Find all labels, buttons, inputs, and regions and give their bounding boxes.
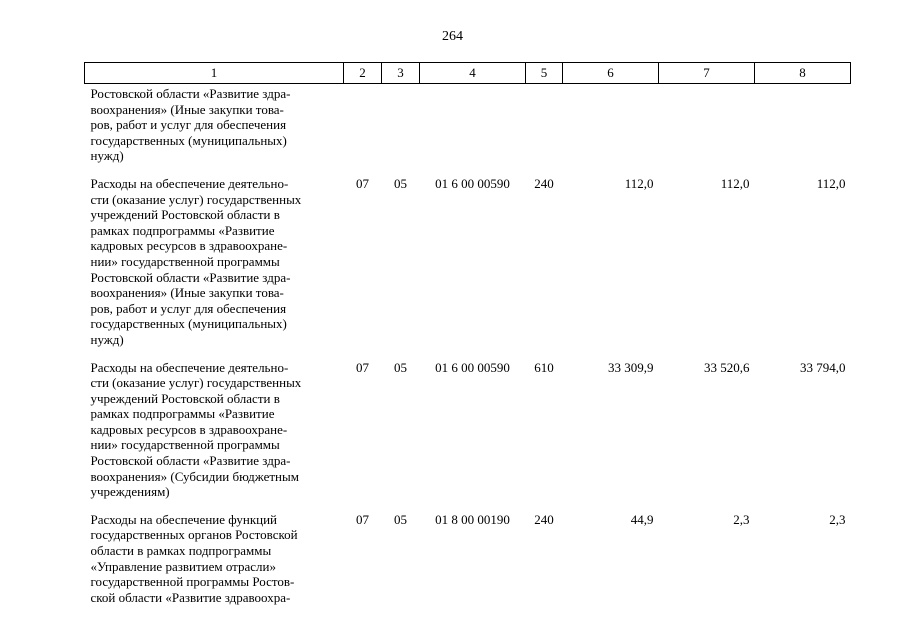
cell-c3: 05 bbox=[394, 511, 407, 527]
cell-c8: 2,3 bbox=[829, 511, 846, 527]
description-line: Расходы на обеспечение функций bbox=[90, 511, 278, 527]
col-header-1: 1 bbox=[85, 63, 344, 84]
description-line: учреждений Ростовской области в bbox=[90, 390, 280, 406]
description-line: рамках подпрограммы «Развитие bbox=[90, 222, 275, 238]
cell-c2: 07 bbox=[356, 511, 369, 527]
description-line: кадровых ресурсов в здравоохране- bbox=[90, 238, 288, 254]
description-line: ров, работ и услуг для обеспечения bbox=[90, 117, 287, 133]
budget-table bbox=[84, 62, 851, 615]
cell-c7 bbox=[659, 84, 755, 174]
header-row bbox=[85, 63, 851, 84]
description-line: учреждений Ростовской области в bbox=[90, 207, 280, 223]
description-line: ской области «Развитие здравоохра- bbox=[90, 589, 291, 605]
description-line: Расходы на обеспечение деятельно- bbox=[90, 175, 289, 191]
description-line: государственной программы Ростов- bbox=[90, 574, 295, 590]
cell-c5: 240 bbox=[534, 175, 554, 191]
description-line: сти (оказание услуг) государственных bbox=[90, 191, 302, 207]
description-line: нужд) bbox=[90, 331, 124, 347]
description-line: Расходы на обеспечение деятельно- bbox=[90, 359, 289, 375]
table-row bbox=[85, 84, 851, 174]
cell-c3: 05 bbox=[394, 175, 407, 191]
description-line: учреждениям) bbox=[90, 484, 170, 500]
description-line: государственных (муниципальных) bbox=[90, 132, 287, 148]
cell-c2 bbox=[344, 84, 382, 174]
cell-c7: 112,0 bbox=[720, 175, 750, 191]
description-line: государственных органов Ростовской bbox=[90, 527, 298, 543]
cell-c6 bbox=[563, 84, 659, 174]
description-line: государственных (муниципальных) bbox=[90, 316, 287, 332]
col-header-4: 4 bbox=[420, 63, 526, 84]
col-header-5: 5 bbox=[526, 63, 563, 84]
cell-c8: 33 794,0 bbox=[800, 359, 846, 375]
cell-c6: 44,9 bbox=[630, 511, 654, 527]
cell-c6: 112,0 bbox=[624, 175, 654, 191]
description-line: нужд) bbox=[90, 148, 124, 164]
cell-description bbox=[85, 358, 344, 510]
table-row bbox=[85, 510, 851, 616]
cell-description bbox=[85, 174, 344, 358]
cell-c4: 01 8 00 00190 bbox=[435, 511, 510, 527]
cell-c4 bbox=[420, 84, 526, 174]
cell-description bbox=[85, 84, 344, 174]
cell-c8 bbox=[755, 84, 851, 174]
description-line: кадровых ресурсов в здравоохране- bbox=[90, 421, 288, 437]
cell-c3: 05 bbox=[394, 359, 407, 375]
table-body bbox=[85, 84, 851, 616]
col-header-6: 6 bbox=[563, 63, 659, 84]
cell-c7: 33 520,6 bbox=[704, 359, 750, 375]
cell-c6: 33 309,9 bbox=[608, 359, 654, 375]
cell-c2: 07 bbox=[356, 359, 369, 375]
col-header-8: 8 bbox=[755, 63, 851, 84]
cell-c4: 01 6 00 00590 bbox=[435, 175, 510, 191]
description-line: воохранения» (Субсидии бюджетным bbox=[90, 468, 299, 484]
cell-c5 bbox=[526, 84, 563, 174]
description-line: воохранения» (Иные закупки това- bbox=[90, 285, 284, 301]
description-line: рамках подпрограммы «Развитие bbox=[90, 406, 275, 422]
cell-c5: 240 bbox=[534, 511, 554, 527]
description-line: воохранения» (Иные закупки това- bbox=[90, 101, 284, 117]
page-number: 264 bbox=[442, 29, 463, 44]
cell-c8: 112,0 bbox=[816, 175, 846, 191]
description-line: нии» государственной программы bbox=[90, 253, 280, 269]
description-line: Ростовской области «Развитие здра- bbox=[90, 86, 291, 101]
table-row bbox=[85, 174, 851, 358]
cell-c2: 07 bbox=[356, 175, 369, 191]
description-line: нии» государственной программы bbox=[90, 437, 280, 453]
description-line: «Управление развитием отрасли» bbox=[90, 558, 276, 574]
cell-c4: 01 6 00 00590 bbox=[435, 359, 510, 375]
col-header-3: 3 bbox=[382, 63, 420, 84]
description-line: области в рамках подпрограммы bbox=[90, 543, 272, 559]
col-header-2: 2 bbox=[344, 63, 382, 84]
description-line: сти (оказание услуг) государственных bbox=[90, 375, 302, 391]
description-line: Ростовской области «Развитие здра- bbox=[90, 269, 291, 285]
cell-description bbox=[85, 510, 344, 616]
cell-c7: 2,3 bbox=[733, 511, 750, 527]
description-line: Ростовской области «Развитие здра- bbox=[90, 453, 291, 469]
cell-c3 bbox=[382, 84, 420, 174]
cell-c5: 610 bbox=[534, 359, 554, 375]
description-line: ров, работ и услуг для обеспечения bbox=[90, 300, 287, 316]
table-row bbox=[85, 358, 851, 510]
col-header-7: 7 bbox=[659, 63, 755, 84]
